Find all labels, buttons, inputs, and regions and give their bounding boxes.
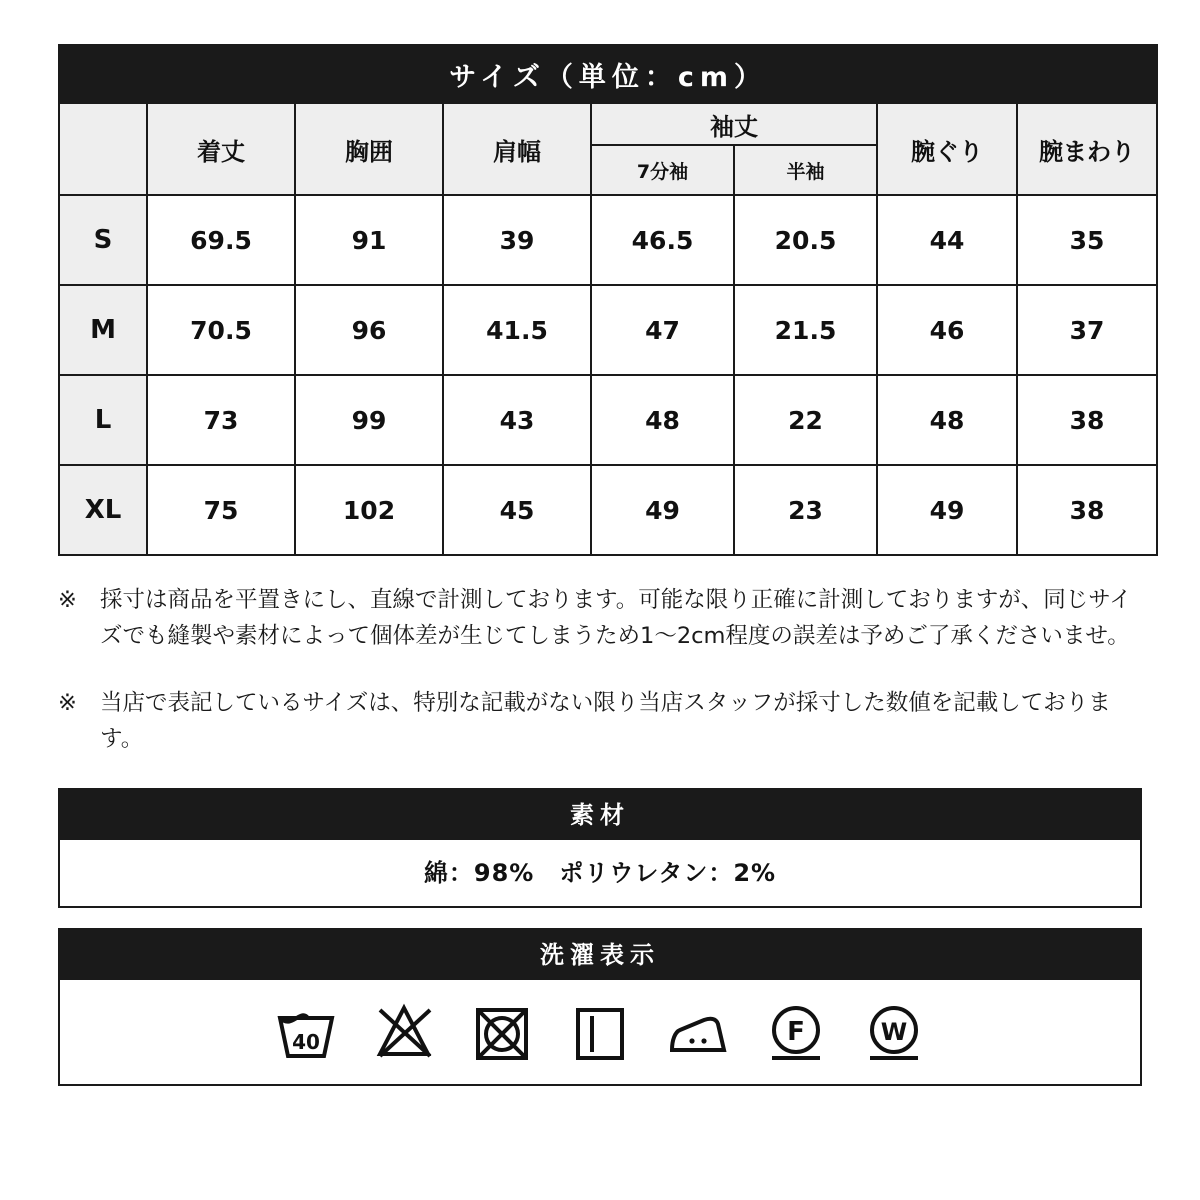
size-table (58, 44, 1158, 556)
cell-sleeve-half: 20.5 (734, 195, 877, 285)
cell-length: 73 (147, 375, 295, 465)
iron-low-icon (666, 1000, 730, 1064)
cell-chest: 91 (295, 195, 443, 285)
cell-length: 69.5 (147, 195, 295, 285)
note-marker: ※ (58, 689, 77, 716)
size-table-title-row (59, 45, 1157, 103)
material-text: 綿：98% ポリウレタン：2% (60, 840, 1140, 906)
dryclean-f-icon (764, 1000, 828, 1064)
cell-sleeve-seven: 48 (591, 375, 734, 465)
care-heading: 洗濯表示 (60, 930, 1140, 980)
cell-sleeve-seven: 47 (591, 285, 734, 375)
cell-shoulder: 39 (443, 195, 591, 285)
col-header-shoulder: 肩幅 (443, 103, 591, 195)
wash-40-icon (274, 1000, 338, 1064)
cell-chest: 96 (295, 285, 443, 375)
cell-chest: 99 (295, 375, 443, 465)
cell-shoulder: 41.5 (443, 285, 591, 375)
col-header-sleeve-half: 半袖 (734, 145, 877, 195)
cell-arm-circumference: 38 (1017, 465, 1157, 555)
cell-arm-circumference: 38 (1017, 375, 1157, 465)
cell-sleeve-half: 21.5 (734, 285, 877, 375)
drip-dry-line-icon (568, 1000, 632, 1064)
cell-sleeve-half: 23 (734, 465, 877, 555)
cell-armhole: 48 (877, 375, 1017, 465)
size-table-title: サイズ（単位：cm） (59, 45, 1157, 103)
svg-text:W: W (880, 1017, 908, 1046)
care-section (58, 928, 1142, 1086)
cell-chest: 102 (295, 465, 443, 555)
svg-text:40: 40 (292, 1029, 320, 1054)
col-header-sleeve-seven: 7分袖 (591, 145, 734, 195)
cell-sleeve-seven: 46.5 (591, 195, 734, 285)
table-row (59, 465, 1157, 555)
wetclean-w-icon (862, 1000, 926, 1064)
notes-block (58, 582, 1142, 758)
material-heading: 素材 (60, 790, 1140, 840)
table-row (59, 285, 1157, 375)
row-header-size: XL (59, 465, 147, 555)
no-bleach-icon (372, 1000, 436, 1064)
cell-shoulder: 45 (443, 465, 591, 555)
note-measurement (58, 582, 1142, 655)
no-tumble-dry-icon (470, 1000, 534, 1064)
row-header-size: S (59, 195, 147, 285)
row-header-size: M (59, 285, 147, 375)
cell-length: 75 (147, 465, 295, 555)
table-row (59, 195, 1157, 285)
table-row (59, 375, 1157, 465)
note-text: 当店で表記しているサイズは、特別な記載がない限り当店スタッフが採寸した数値を記載しております。 (100, 689, 1111, 753)
col-header-arm-circumference: 腕まわり (1017, 103, 1157, 195)
care-icons (60, 980, 1140, 1084)
cell-armhole: 46 (877, 285, 1017, 375)
svg-text:F: F (787, 1016, 805, 1047)
cell-sleeve-half: 22 (734, 375, 877, 465)
col-header-length: 着丈 (147, 103, 295, 195)
cell-armhole: 49 (877, 465, 1017, 555)
col-header-armhole: 腕ぐり (877, 103, 1017, 195)
col-header-size (59, 103, 147, 195)
cell-armhole: 44 (877, 195, 1017, 285)
col-header-chest: 胸囲 (295, 103, 443, 195)
cell-arm-circumference: 37 (1017, 285, 1157, 375)
note-text: 採寸は商品を平置きにし、直線で計測しております。可能な限り正確に計測しておりますが、同じサイズでも縫製や素材によって個体差が生じてしまうため1〜2cm程度の誤差は予めご了承くださいませ。 (100, 587, 1132, 650)
note-staff-measured (58, 685, 1142, 758)
cell-length: 70.5 (147, 285, 295, 375)
note-marker: ※ (58, 587, 77, 613)
size-table-header-row (59, 103, 1157, 145)
col-header-sleeve: 袖丈 (591, 103, 877, 145)
material-section (58, 788, 1142, 908)
cell-sleeve-seven: 49 (591, 465, 734, 555)
row-header-size: L (59, 375, 147, 465)
cell-arm-circumference: 35 (1017, 195, 1157, 285)
cell-shoulder: 43 (443, 375, 591, 465)
